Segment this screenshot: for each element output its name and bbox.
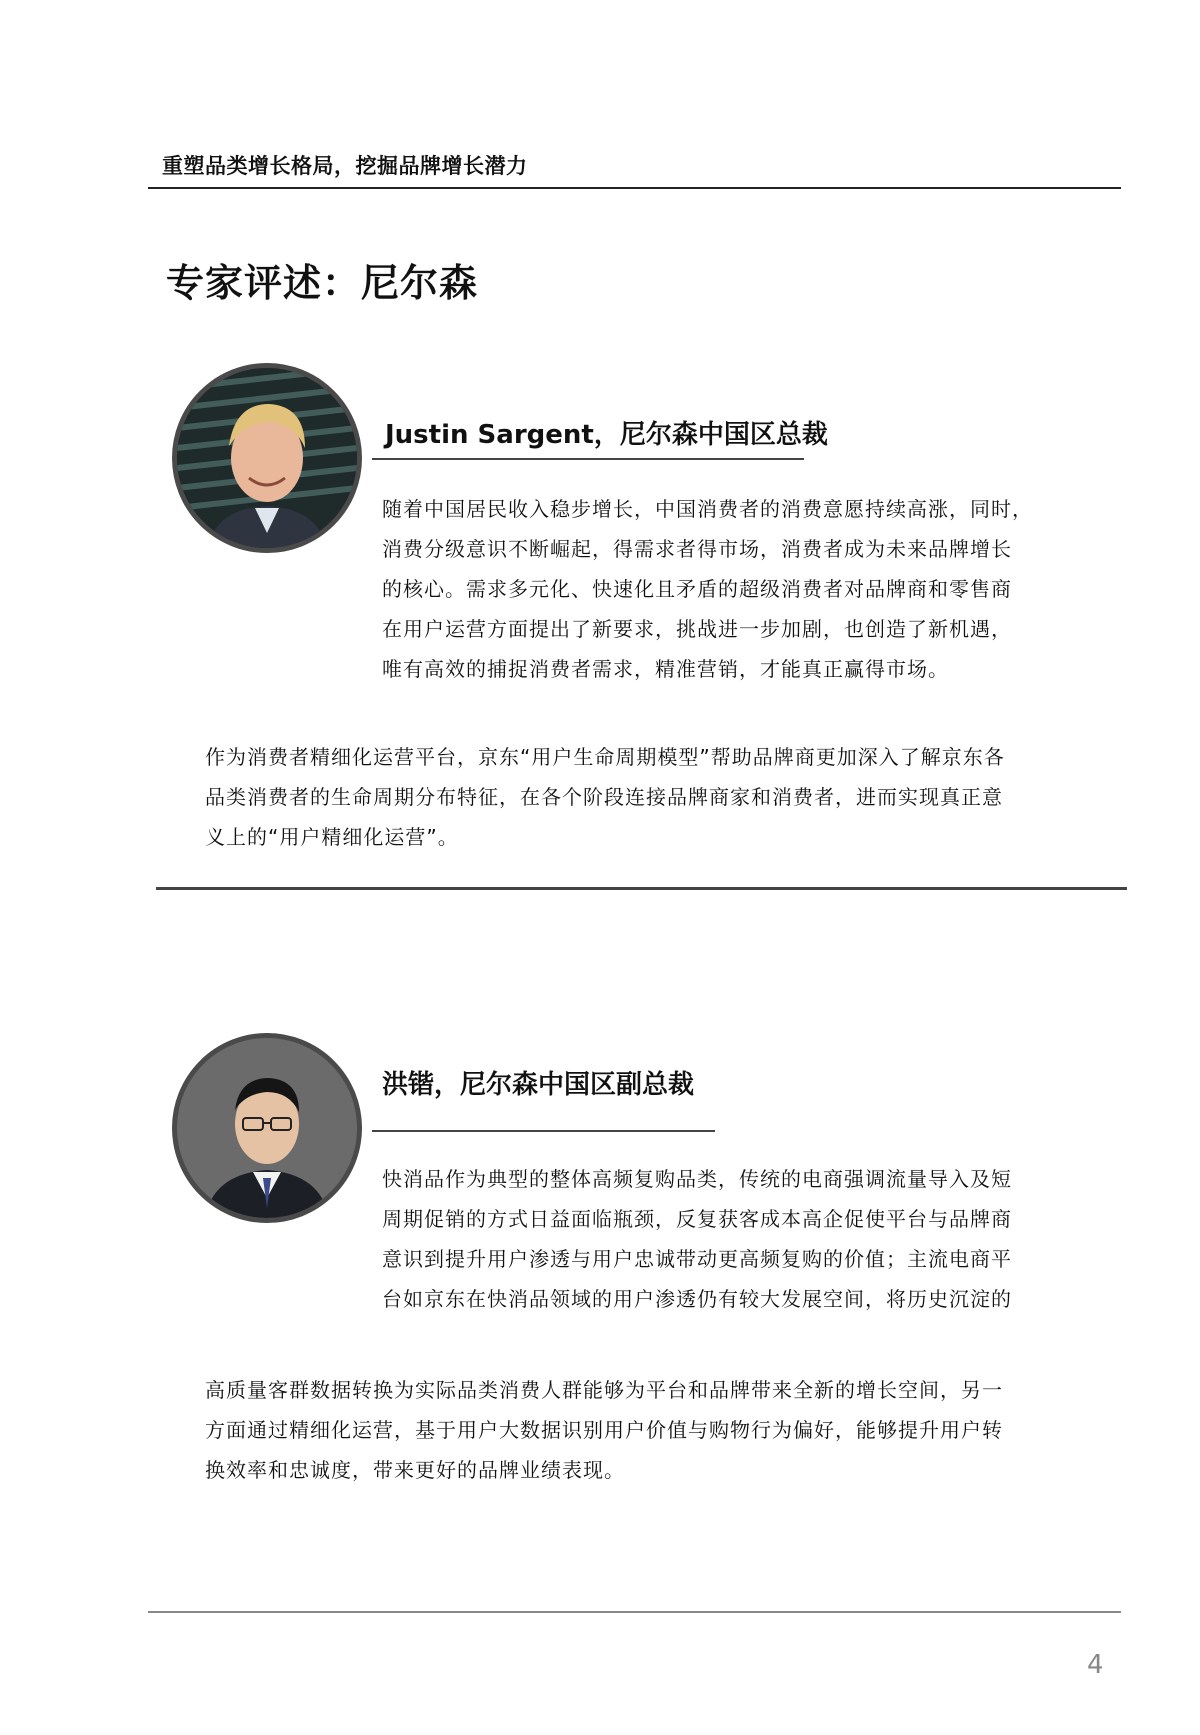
portrait-image (177, 1038, 357, 1218)
footer-divider (148, 1611, 1121, 1613)
section-divider (156, 887, 1127, 890)
page-number: 4 (1087, 1650, 1104, 1680)
paragraph-line: 品类消费者的生命周期分布特征，在各个阶段连接品牌商家和消费者，进而实现真正意 (205, 785, 1003, 809)
paragraph-line: 高质量客群数据转换为实际品类消费人群能够为平台和品牌带来全新的增长空间，另一 (205, 1378, 1003, 1402)
expert-1-name: Justin Sargent，尼尔森中国区总裁 (385, 420, 828, 450)
portrait-image (177, 368, 357, 548)
paragraph-line: 意识到提升用户渗透与用户忠诚带动更高频复购的价值；主流电商平 (382, 1247, 1012, 1271)
expert-2-name: 洪锴，尼尔森中国区副总裁 (382, 1070, 695, 1100)
expert-1-avatar (172, 363, 362, 553)
paragraph-line: 作为消费者精细化运营平台，京东“用户生命周期模型”帮助品牌商更加深入了解京东各 (205, 745, 1005, 769)
paragraph-line: 唯有高效的捕捉消费者需求，精准营销，才能真正赢得市场。 (382, 657, 949, 681)
paragraph-line: 快消品作为典型的整体高频复购品类，传统的电商强调流量导入及短 (382, 1167, 1012, 1191)
paragraph-line: 方面通过精细化运营，基于用户大数据识别用户价值与购物行为偏好，能够提升用户转 (205, 1418, 1003, 1442)
header-divider (148, 187, 1121, 189)
paragraph-line: 台如京东在快消品领域的用户渗透仍有较大发展空间，将历史沉淀的 (382, 1287, 1012, 1311)
page-title: 专家评述：尼尔森 (166, 261, 479, 305)
expert-2-name-underline (372, 1130, 715, 1132)
paragraph-line: 义上的“用户精细化运营”。 (205, 825, 459, 849)
expert-1-name-underline (372, 458, 804, 460)
paragraph-line: 在用户运营方面提出了新要求，挑战进一步加剧，也创造了新机遇， (382, 617, 1012, 641)
paragraph-line: 随着中国居民收入稳步增长，中国消费者的消费意愿持续高涨，同时， (382, 497, 1033, 521)
paragraph-line: 的核心。需求多元化、快速化且矛盾的超级消费者对品牌商和零售商 (382, 577, 1012, 601)
paragraph-line: 周期促销的方式日益面临瓶颈，反复获客成本高企促使平台与品牌商 (382, 1207, 1012, 1231)
running-header: 重塑品类增长格局，挖掘品牌增长潜力 (162, 154, 528, 178)
paragraph-line: 消费分级意识不断崛起，得需求者得市场，消费者成为未来品牌增长 (382, 537, 1012, 561)
expert-2-avatar (172, 1033, 362, 1223)
paragraph-line: 换效率和忠诚度，带来更好的品牌业绩表现。 (205, 1458, 625, 1482)
